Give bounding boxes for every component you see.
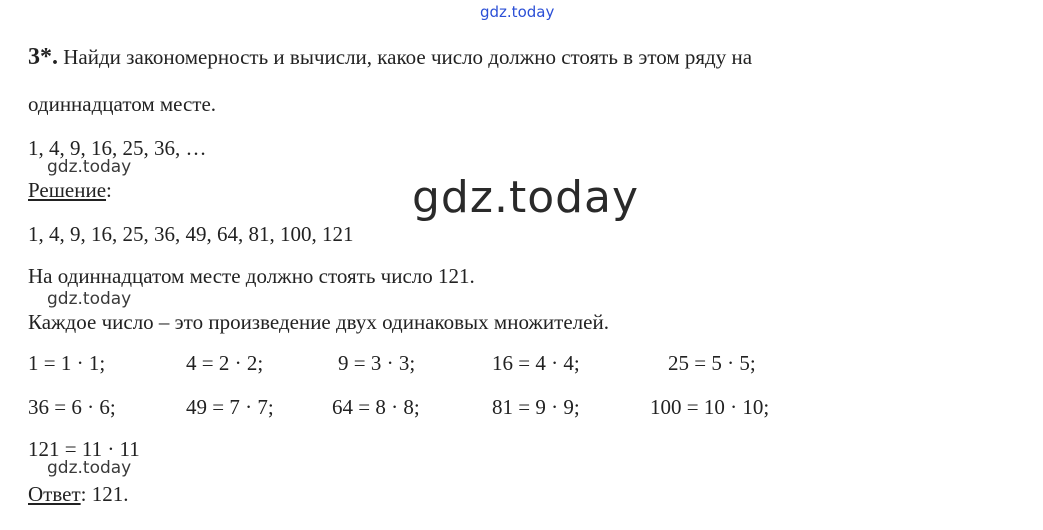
answer-label: Ответ (28, 482, 81, 506)
task-number: 3*. (28, 44, 58, 70)
task-text-line2: одиннадцатом месте. (28, 92, 217, 116)
task-line-1 (28, 44, 752, 71)
answer-value: : 121. (80, 482, 129, 506)
equation: 25 = 5 · 5; (668, 351, 756, 375)
solution-explanation: Каждое число – это произведение двух одинаковых множителей. (28, 310, 609, 334)
solution-label: Решение (28, 178, 107, 202)
task-text-line1: Найди закономерность и вычисли, какое число должно стоять в этом ряду на (63, 45, 753, 69)
equation: 81 = 9 · 9; (492, 395, 580, 419)
equation: 49 = 7 · 7; (186, 395, 274, 419)
equation-last: 121 = 11 · 11 (28, 437, 140, 461)
watermark-top: gdz.today (480, 3, 555, 21)
solution-heading (28, 178, 112, 203)
task-sequence: 1, 4, 9, 16, 25, 36, … (28, 136, 207, 160)
equation: 100 = 10 · 10; (650, 395, 770, 419)
watermark-small-3: gdz.today (47, 458, 132, 478)
solution-full-sequence: 1, 4, 9, 16, 25, 36, 49, 64, 81, 100, 121 (28, 222, 354, 246)
watermark-small-2: gdz.today (47, 289, 132, 309)
equation: 64 = 8 · 8; (332, 395, 420, 419)
answer-line (28, 482, 128, 507)
equation: 1 = 1 · 1; (28, 351, 106, 375)
equation: 4 = 2 · 2; (186, 351, 264, 375)
equation: 9 = 3 · 3; (338, 351, 416, 375)
watermark-small-1: gdz.today (47, 157, 132, 177)
equation: 36 = 6 · 6; (28, 395, 116, 419)
solution-statement: На одиннадцатом месте должно стоять число 121. (28, 264, 475, 288)
equation: 16 = 4 · 4; (492, 351, 580, 375)
solution-colon: : (106, 178, 112, 202)
watermark-center: gdz.today (412, 172, 640, 223)
